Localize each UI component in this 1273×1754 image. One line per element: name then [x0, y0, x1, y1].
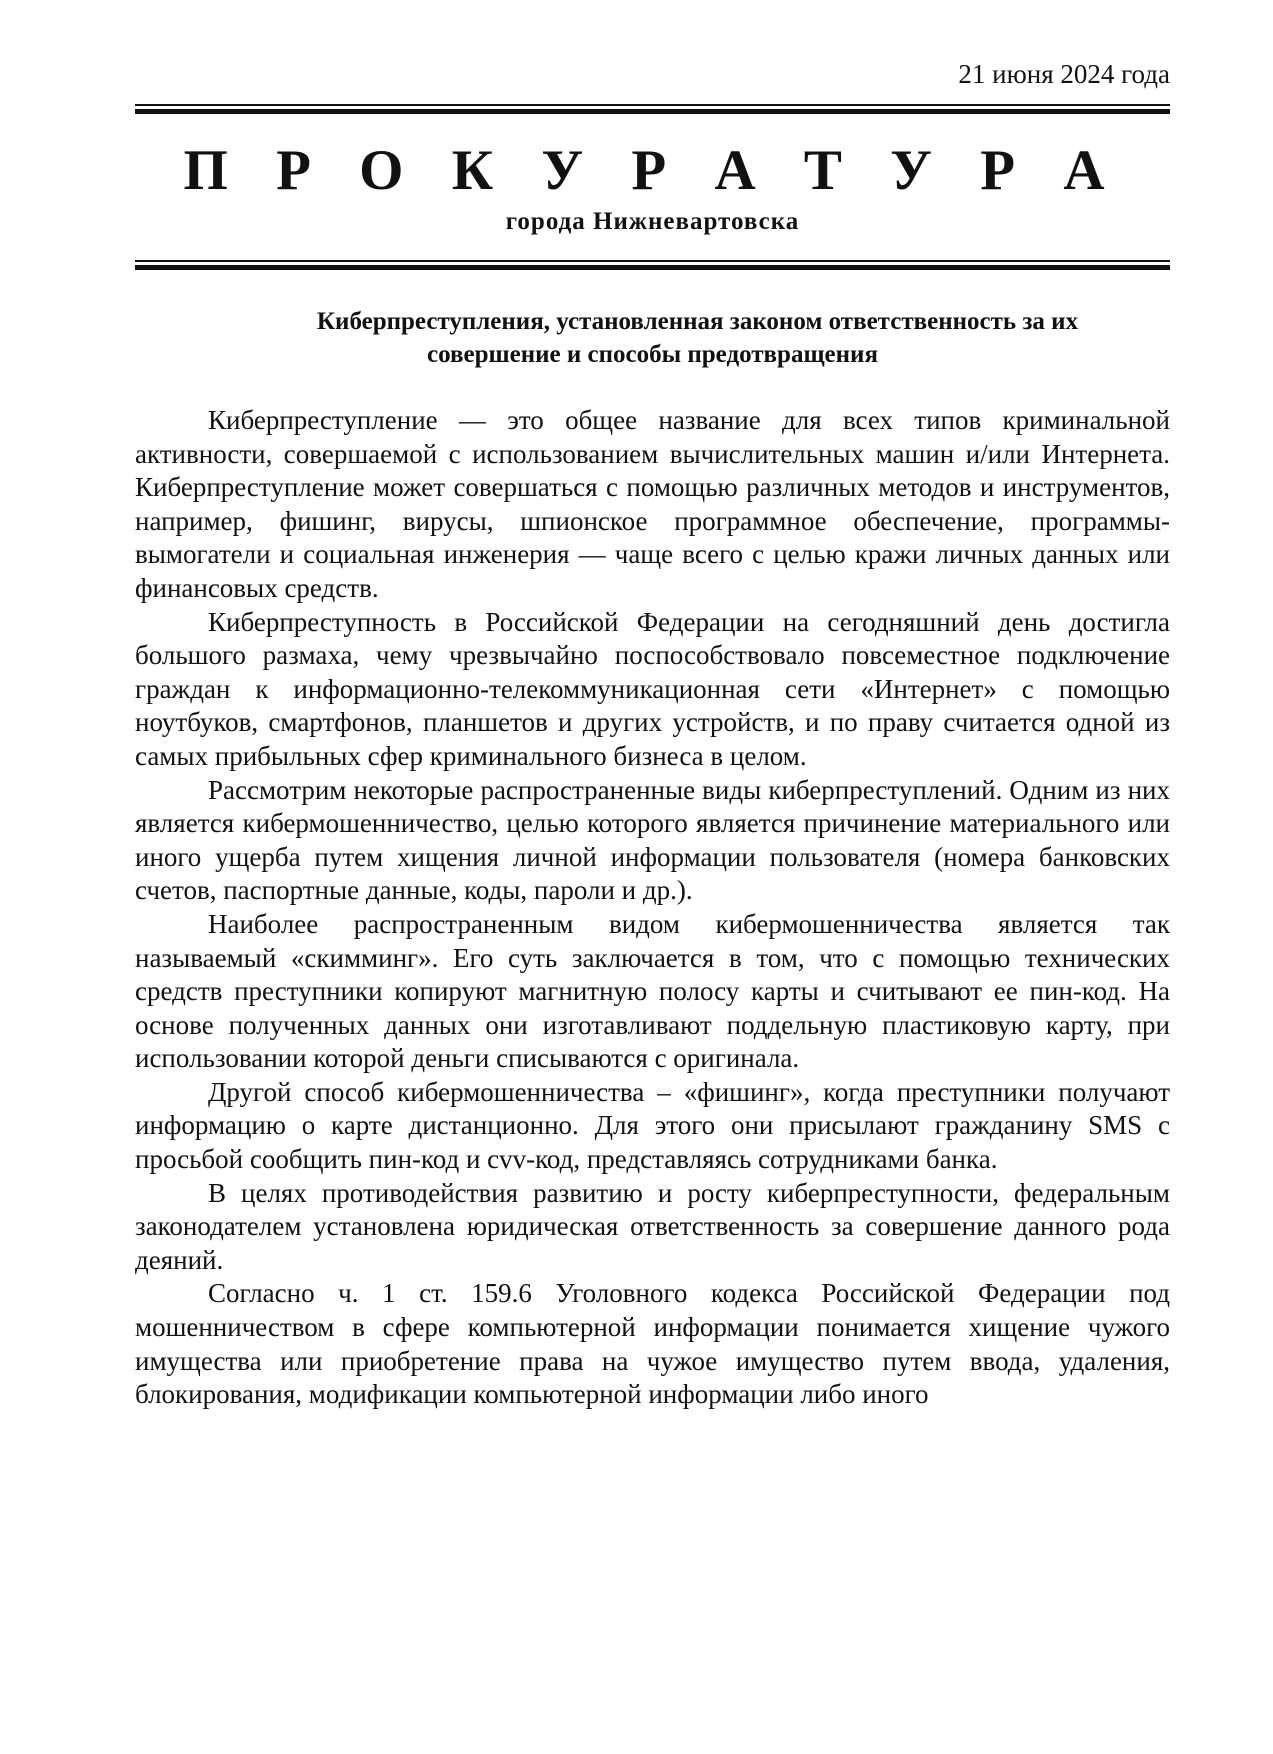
document-date: 21 июня 2024 года — [958, 59, 1170, 89]
paragraph: Рассмотрим некоторые распространенные виды киберпреступлений. Одним из них является кибермошенничество, целью которого является причинение материального или иного ущерба путем хищения личной информации пользователя (номера банковских счетов, паспортные данные, коды, пароли и др.). — [135, 774, 1170, 906]
paragraph: Другой способ кибермошенничества – «фишинг», когда преступники получают информацию о карте дистанционно. Для этого они присылают гражданину SMS с просьбой сообщить пин-код и cvv-код, представляясь сотрудниками банка. — [135, 1076, 1170, 1175]
article-title — [135, 305, 1170, 371]
organization-city: города Нижневартовска — [505, 208, 800, 235]
header-rule-bottom — [135, 260, 1170, 270]
organization-title: П Р О К У Р А Т У Р А — [183, 139, 1122, 202]
header-rule-top — [135, 104, 1170, 114]
paragraph: Киберпреступность в Российской Федерации на сегодняшний день достигла большого размаха, чему чрезвычайно поспособствовало повсеместное подключение граждан к информационно-телекоммуникационная сети «Интернет» с помощью ноутбуков, смартфонов, планшетов и других устройств, и по праву считается одной из самых прибыльных сфер криминального бизнеса в целом. — [135, 606, 1170, 771]
article-title-line-1: Киберпреступления, установленная законом ответственность за их — [316, 308, 1079, 335]
paragraph: Киберпреступление — это общее название для всех типов криминальной активности, совершаемой с использованием вычислительных машин и/или Интернета. Киберпреступление может совершаться с помощью различных методов и инструментов, например, фишинг, вирусы, шпионское программное обеспечение, программы-вымогатели и социальная инженерия — чаще всего с целью кражи личных данных или финансовых средств. — [135, 405, 1170, 603]
article-title-line-2: совершение и способы предотвращения — [427, 341, 878, 368]
article-body — [135, 404, 1170, 1412]
paragraph: Согласно ч. 1 ст. 159.6 Уголовного кодекса Российской Федерации под мошенничеством в сфере компьютерной информации понимается хищение чужого имущества или приобретение права на чужое имущество путем ввода, удаления, блокирования, модификации компьютерной информации либо иного — [135, 1278, 1170, 1410]
paragraph: В целях противодействия развитию и росту киберпреступности, федеральным законодателем установлена юридическая ответственность за совершение данного рода деяний. — [135, 1177, 1170, 1275]
paragraph: Наиболее распространенным видом кибермошенничества является так называемый «скимминг». Его суть заключается в том, что с помощью технических средств преступники копируют магнитную полосу карты и считывают ее пин-код. На основе полученных данных они изготавливают поддельную пластиковую карту, при использовании которой деньги списываются с оригинала. — [135, 908, 1170, 1074]
